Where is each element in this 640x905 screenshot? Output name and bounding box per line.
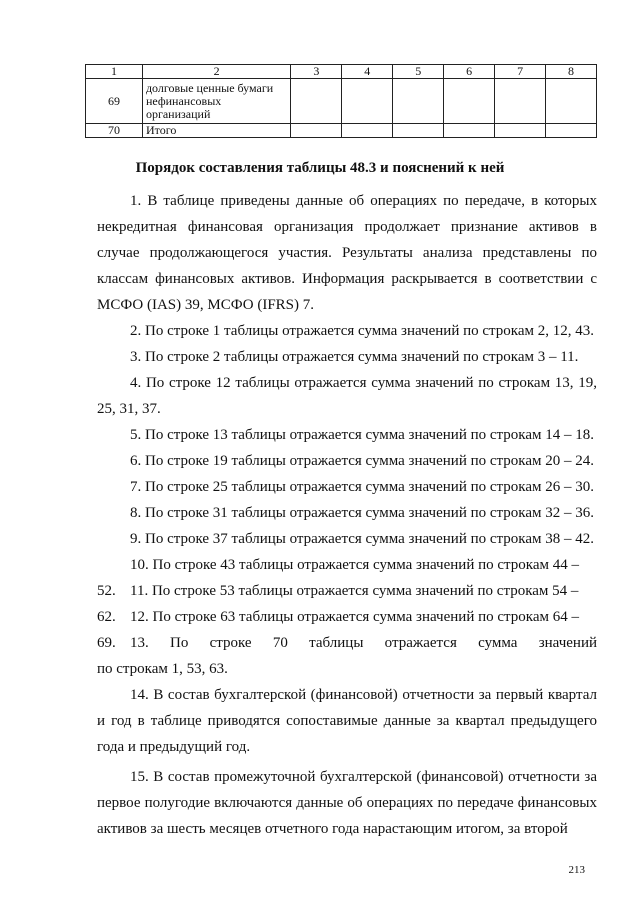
header-cell: 3: [291, 65, 342, 79]
value-cell: [444, 124, 495, 138]
paragraph-6: 6. По строке 19 таблицы отражается сумма значений по строкам 20 – 24.: [130, 453, 594, 469]
value-cell: [291, 79, 342, 124]
value-cell: [342, 79, 393, 124]
paragraph-13: 13. По строке 70 таблицы отражается сумма значений: [130, 635, 597, 651]
row-number-cell: 69: [86, 79, 143, 124]
row-number-cell: 70: [86, 124, 143, 138]
data-table: [85, 64, 597, 138]
paragraph-12: 12. По строке 63 таблицы отражается сумма значений по строкам 64 – 69.: [97, 609, 579, 651]
paragraph-13-continued: по строкам 1, 53, 63.: [97, 661, 228, 677]
paragraph-5: 5. По строке 13 таблицы отражается сумма значений по строкам 14 – 18.: [130, 427, 594, 443]
paragraph-3: 3. По строке 2 таблицы отражается сумма значений по строкам 3 – 11.: [130, 349, 579, 365]
paragraph-15: 15. В состав промежуточной бухгалтерской (финансовой) отчетности за первое полугодие включаются данные об операциях по передаче финансовых активов за шесть месяцев отчетного года нарастающим итогом, за второй: [97, 769, 597, 837]
header-cell: 1: [86, 65, 143, 79]
paragraph-8: 8. По строке 31 таблицы отражается сумма значений по строкам 32 – 36.: [130, 505, 594, 521]
paragraph-4: 4. По строке 12 таблицы отражается сумма значений по строкам 13, 19,: [130, 375, 597, 391]
value-cell: [444, 79, 495, 124]
header-cell: 5: [393, 65, 444, 79]
row-name-cell: долговые ценные бумаги нефинансовых организаций: [142, 79, 290, 124]
value-cell: [495, 124, 546, 138]
value-cell: [393, 124, 444, 138]
table-row: [86, 79, 597, 124]
paragraph-10: 10. По строке 43 таблицы отражается сумма значений по строкам 44 – 52.: [97, 557, 579, 599]
value-cell: [546, 79, 597, 124]
value-cell: [546, 124, 597, 138]
header-cell: 4: [342, 65, 393, 79]
value-cell: [342, 124, 393, 138]
value-cell: [291, 124, 342, 138]
section-title: Порядок составления таблицы 48.3 и пояснений к ней: [135, 160, 505, 176]
paragraph-9: 9. По строке 37 таблицы отражается сумма значений по строкам 38 – 42.: [130, 531, 594, 547]
value-cell: [393, 79, 444, 124]
paragraph-4-continued: 25, 31, 37.: [97, 401, 161, 417]
table-header-row: [86, 65, 597, 79]
row-name-cell: Итого: [142, 124, 290, 138]
header-cell: 7: [495, 65, 546, 79]
table-row: [86, 124, 597, 138]
paragraph-7: 7. По строке 25 таблицы отражается сумма значений по строкам 26 – 30.: [130, 479, 594, 495]
header-cell: 2: [142, 65, 290, 79]
value-cell: [495, 79, 546, 124]
header-cell: 6: [444, 65, 495, 79]
paragraph-1: 1. В таблице приведены данные об операциях по передаче, в которых некредитная финансовая организация продолжает признание активов в случае продолжающегося участия. Результаты анализа представлены по классам финансовых активов. Информация раскрывается в соответствии с МСФО (IAS) 39, МСФО (IFRS) 7.: [97, 193, 597, 313]
header-cell: 8: [546, 65, 597, 79]
paragraph-14: 14. В состав бухгалтерской (финансовой) отчетности за первый квартал и год в таблице приводятся сопоставимые данные за квартал предыдущего года и предыдущий год.: [97, 687, 597, 755]
paragraph-11: 11. По строке 53 таблицы отражается сумма значений по строкам 54 – 62.: [97, 583, 579, 625]
paragraph-2: 2. По строке 1 таблицы отражается сумма значений по строкам 2, 12, 43.: [130, 323, 594, 339]
page-number: 213: [568, 864, 585, 876]
